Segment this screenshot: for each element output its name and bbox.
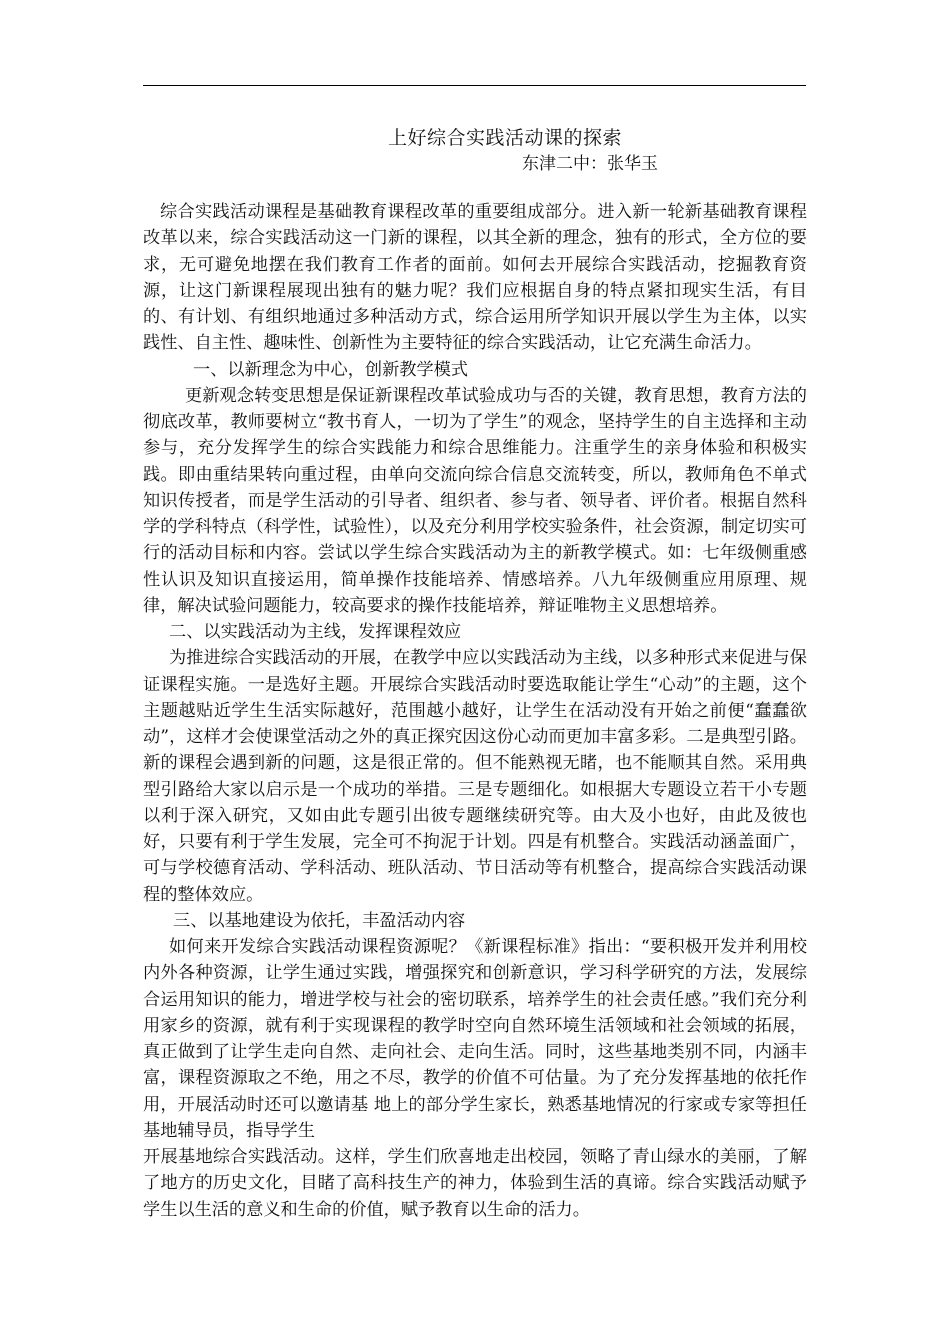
author-line: 东津二中：张华玉 xyxy=(522,154,658,174)
section-1-paragraph: 更新观念转变思想是保证新课程改革试验成功与否的关键，教育思想，教育方法的彻底改革，教师要树立“教书育人，一切为了学生”的观念，坚持学生的自主选择和主动参与，充分发挥学生的综合实践能力和综合思维能力。注重学生的亲身体验和积极实践。即由重结果转向重过程，由单向交流向综合信息交流转变，所以，教师角色不单式知识传授者，而是学生活动的引导者、组织者、参与者、领导者、评价者。根据自然科学的学科特点（科学性，试验性），以及充分利用学校实验条件，社会资源，制定切实可行的活动目标和内容。尝试以学生综合实践活动为主的新教学模式。如：七年级侧重感性认识及知识直接运用，简单操作技能培养、情感培养。八九年级侧重应用原理、规律，解决试验问题能力，较高要求的操作技能培养，辩证唯物主义思想培养。 xyxy=(143,385,807,616)
section-3-paragraph-continued: 开展基地综合实践活动。这样，学生们欣喜地走出校园，领略了青山绿水的美丽，了解了地方的历史文化，目睹了高科技生产的神力，体验到生活的真谛。综合实践活动赋予学生以生活的意义和生命的价值，赋予教育以生命的活力。 xyxy=(143,1147,807,1220)
section-3-paragraph: 如何来开发综合实践活动课程资源呢？《新课程标准》指出：“要积极开发并利用校内外各种资源，让学生通过实践，增强探究和创新意识，学习科学研究的方法，发展综合运用知识的能力，增进学校与社会的密切联系，培养学生的社会责任感。”我们充分利用家乡的资源，就有利于实现课程的教学时空向自然环境生活领域和社会领域的拓展，真正做到了让学生走向自然、走向社会、走向生活。同时，这些基地类别不同，内涵丰富，课程资源取之不绝，用之不尽，教学的价值不可估量。为了充分发挥基地的依托作用，开展活动时还可以邀请基 地上的部分学生家长，熟悉基地情况的行家或专家等担任基地辅导员，指导学生 xyxy=(143,937,807,1141)
section-heading-3: 三、以基地建设为依托，丰盈活动内容 xyxy=(173,910,466,931)
section-heading-2: 二、以实践活动为主线，发挥课程效应 xyxy=(169,622,462,642)
document-title: 上好综合实践活动课的探索 xyxy=(388,127,623,149)
document-body xyxy=(143,199,807,1223)
section-2-paragraph: 为推进综合实践活动的开展，在教学中应以实践活动为主线，以多种形式来促进与保证课程实施。一是选好主题。开展综合实践活动时要选取能让学生“心动”的主题，这个主题越贴近学生生活实际越好，范围越小越好，让学生在活动没有开始之前便“蠢蠢欲动”，这样才会使课堂活动之外的真正探究因这份心动而更加丰富多彩。二是典型引路。新的课程会遇到新的问题，这是很正常的。但不能熟视无睹，也不能顺其自然。采用典型引路给大家以启示是一个成功的举措。三是专题细化。如根据大专题设立若干小专题以利于深入研究，又如由此专题引出彼专题继续研究等。由大及小也好，由此及彼也好，只要有利于学生发展，完全可不拘泥于计划。四是有机整合。实践活动涵盖面广，可与学校德育活动、学科活动、班队活动、节日活动等有机整合，提高综合实践活动课程的整体效应。 xyxy=(143,648,807,905)
intro-paragraph: 综合实践活动课程是基础教育课程改革的重要组成部分。进入新一轮新基础教育课程改革以来，综合实践活动这一门新的课程，以其全新的理念，独有的形式，全方位的要求，无可避免地摆在我们教育工作者的面前。如何去开展综合实践活动，挖掘教育资源，让这门新课程展现出独有的魅力呢？我们应根据自身的特点紧扣现实生活，有目的、有计划、有组织地通过多种活动方式，综合运用所学知识开展以学生为主体，以实践性、自主性、趣味性、创新性为主要特征的综合实践活动，让它充满生命活力。 xyxy=(143,202,807,354)
header-rule xyxy=(143,85,806,86)
section-heading-1: 一、以新理念为中心，创新教学模式 xyxy=(193,359,469,380)
